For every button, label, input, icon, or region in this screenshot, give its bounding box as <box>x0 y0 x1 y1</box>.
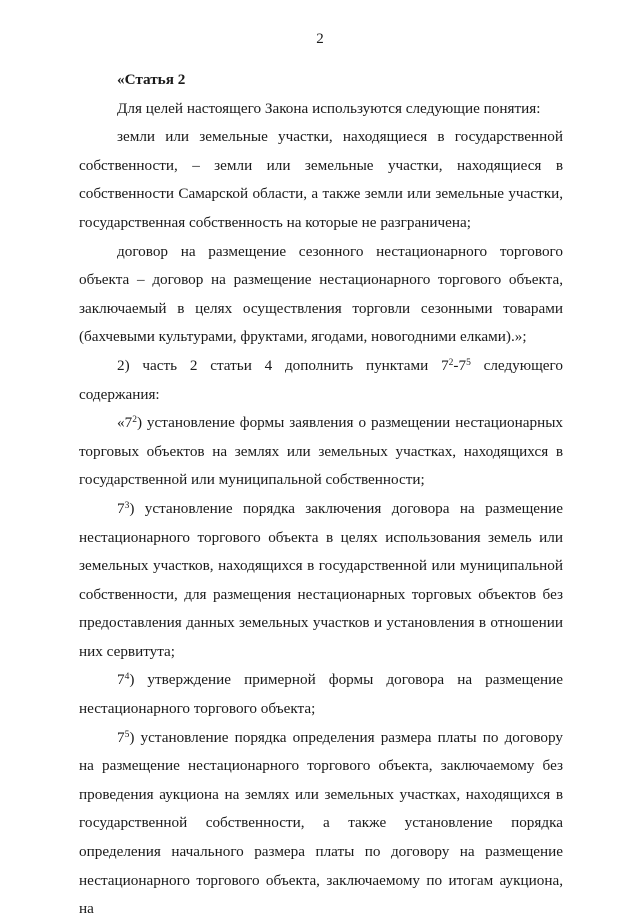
item-superscript: 3 <box>124 500 130 511</box>
item-text: ) утверждение примерной формы договора на размещение нестационарного торгового объекта; <box>79 671 563 718</box>
item-number: 7 <box>117 499 125 517</box>
item-superscript: 4 <box>124 672 130 683</box>
item-text: ) установление порядка заключения договора на размещение нестационарного торгового объекта в целях использования земель или земельных участков, находящихся в государственной или муниципальной собственности, для размещения нестационарных торговых объектов без предоставления данных земельных участков и установления в отношении них сервитута; <box>79 499 563 660</box>
paragraph-amendment <box>79 352 563 409</box>
page-number: 2 <box>316 31 324 47</box>
item-text: ) установление порядка определения размера платы по договору на размещение нестационарного торгового объекта, заключаемому без проведения аукциона на землях или земельных участках, находящихся в государственной собственности, а также установление порядка определения начального размера платы по договору на размещение нестационарного торгового объекта, заключаемому по итогам аукциона, на <box>79 728 563 918</box>
item-superscript: 5 <box>124 729 130 740</box>
item-superscript: 2 <box>132 415 137 426</box>
item-number: 7 <box>117 728 125 746</box>
item-7-4 <box>79 666 563 723</box>
article-heading: «Статья 2 <box>117 71 186 88</box>
item-text: ) установление формы заявления о размещении нестационарных торговых объектов на землях или земельных участках, находящихся в государственной или муниципальной собственности; <box>79 414 563 489</box>
item-number: «7 <box>117 414 133 432</box>
item-7-3 <box>79 495 563 667</box>
amendment-lead: 2) часть 2 статьи 4 дополнить пунктами <box>117 356 429 374</box>
document-body <box>79 66 563 924</box>
item-number: 7 <box>117 671 125 689</box>
paragraph-definition-lands: земли или земельные участки, находящиеся в государственной собственности, – земли или земельные участки, находящиеся в собственности Самарской области, а также земли или земельные участки, государственная собственность на которые не разграничена; <box>79 128 563 231</box>
amendment-tail: следующего содержания: <box>79 356 563 403</box>
item-7-2 <box>79 409 563 495</box>
amendment-range: $7^2-7^5$ <box>441 356 471 374</box>
item-7-5 <box>79 724 563 924</box>
paragraph-definition-contract: договор на размещение сезонного нестационарного торгового объекта – договор на размещение нестационарного торгового объекта, заключаемый в целях осуществления торговли сезонными товарами (бахчевыми культурами, фруктами, ягодами, новогодними елками).»; <box>79 242 563 346</box>
paragraph-intro: Для целей настоящего Закона используются следующие понятия: <box>117 99 541 117</box>
